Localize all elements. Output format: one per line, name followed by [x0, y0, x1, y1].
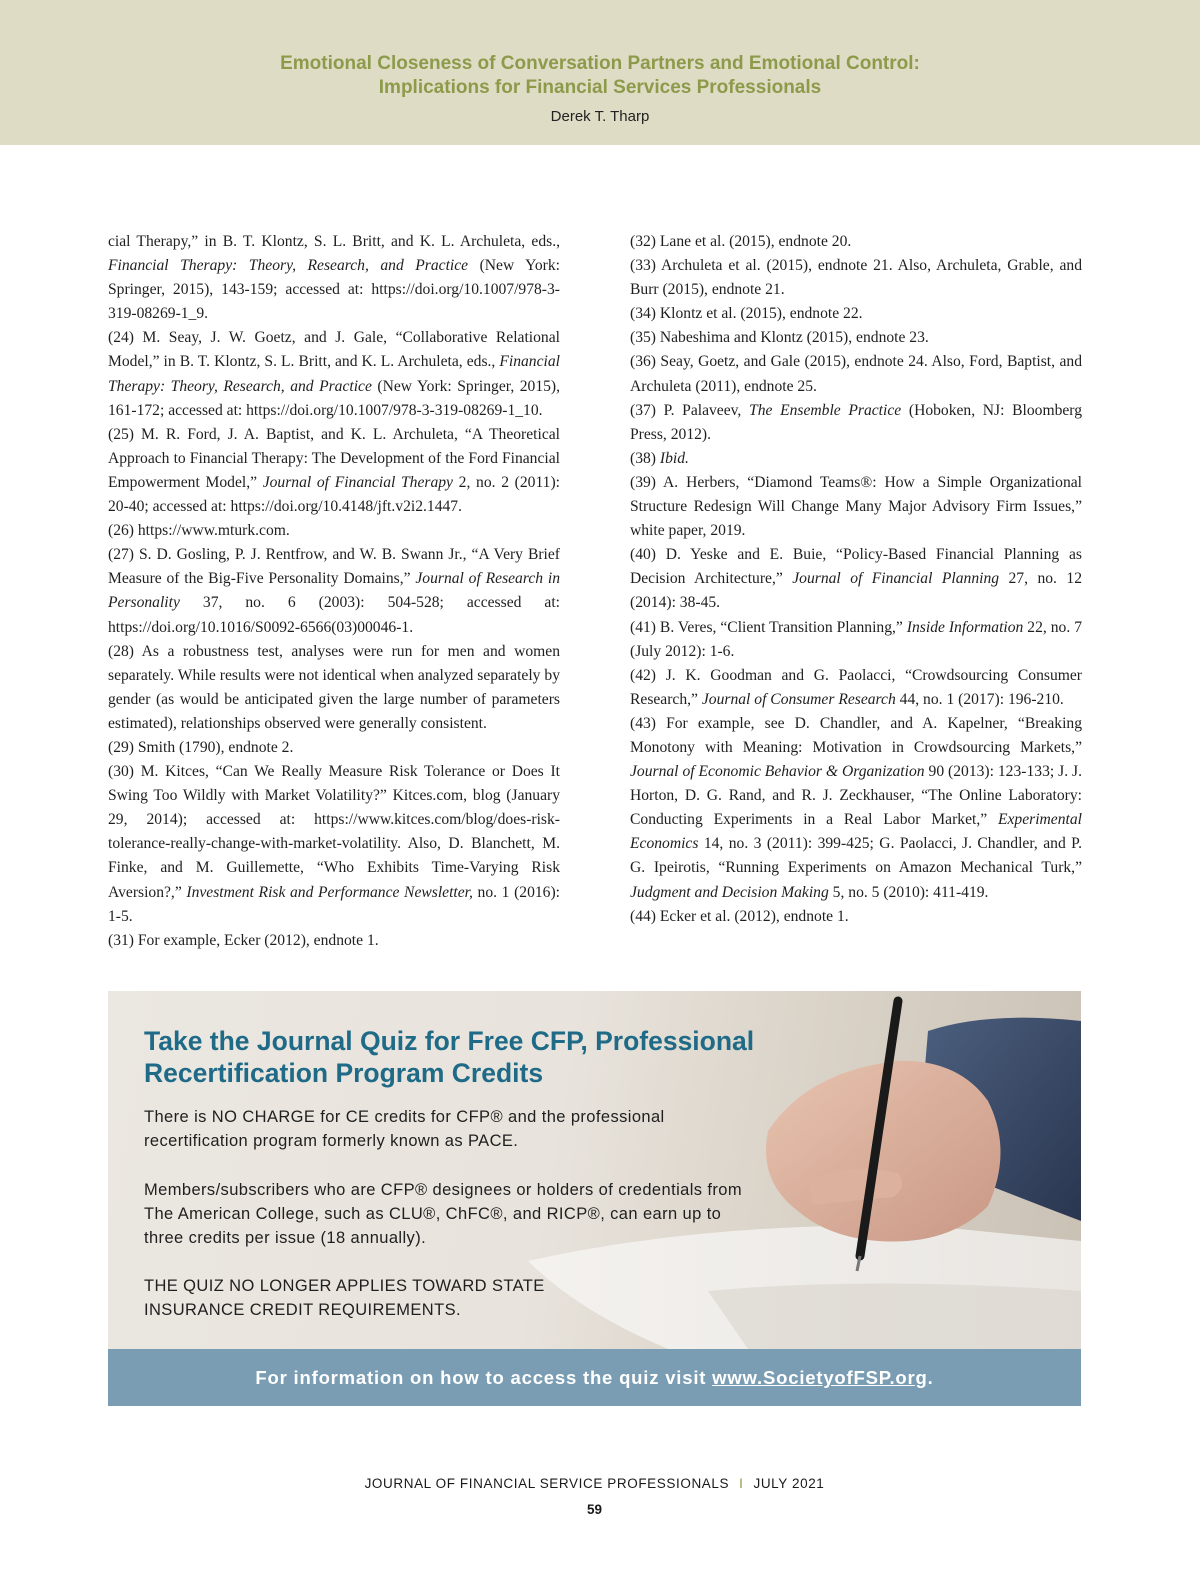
endnote-23-continued: cial Therapy,” in B. T. Klontz, S. L. Britt, and K. L. Archuleta, eds., Financial Therapy: Theory, Research, and Practice (New York: Springer, 2015), 143-159; accessed at: https://doi.org/10.1007/978-3-319-08269-1_9. — [108, 233, 560, 323]
article-title-line-1: Emotional Closeness of Conversation Partners and Emotional Control: — [280, 53, 920, 74]
paper-shadow — [708, 1284, 1081, 1350]
journal-footer — [0, 1476, 1189, 1491]
endnote-27: (27) S. D. Gosling, P. J. Rentfrow, and W. B. Swann Jr., “A Very Brief Measure of the Big-Five Personality Domains,” Journal of Research in Personality 37, no. 6 (2003): 504-528; accessed at: https://doi.org/10.1016/S0092-6566(03)00046-1. — [108, 546, 561, 636]
ad-paragraph-members: Members/subscribers who are CFP® designees or holders of credentials from The American College, such as CLU®, ChFC®, and RICP®, can earn up to three credits per issue (18 annually). — [144, 1181, 743, 1247]
ad-info-text: For information on how to access the quiz visit — [255, 1367, 713, 1388]
endnote-42: (42) J. K. Goodman and G. Paolacci, “Crowdsourcing Consumer Research,” Journal of Consumer Research 44, no. 1 (2017): 196-210. — [630, 666, 1082, 708]
endnote-28: (28) As a robustness test, analyses were run for men and women separately. While results were not identical when analyzed separately by gender (as would be anticipated given the large number of parameters estimated), relationships observed were generally consistent. — [108, 642, 560, 732]
running-header — [0, 0, 1200, 145]
endnote-30: (30) M. Kitces, “Can We Really Measure Risk Tolerance or Does It Swing Too Wildly with Market Volatility?” Kitces.com, blog (January 29, 2014); accessed at: https://www.kitces.com/blog/does-risk-tolerance-really-change-with-market-volatility. Also, D. Blanchett, M. Finke, and M. Guillemette, “Who Exhibits Time-Varying Risk Aversion?,” Investment Risk and Performance Newsletter, no. 1 (2016): 1-5. — [108, 763, 560, 925]
endnote-32: (32) Lane et al. (2015), endnote 20. — [630, 233, 852, 250]
ad-title — [144, 1025, 904, 1089]
ad-title-line-1: Take the Journal Quiz for Free CFP, Professional — [144, 1026, 755, 1056]
footer-separator: I — [739, 1476, 744, 1491]
ad-info-band — [108, 1349, 1081, 1406]
endnote-39: (39) A. Herbers, “Diamond Teams®: How a Simple Organizational Structure Redesign Will Change Many Major Advisory Firm Issues,” white paper, 2019. — [630, 473, 1082, 540]
society-website-link[interactable]: www.SocietyofFSP.org — [712, 1367, 928, 1388]
endnote-35: (35) Nabeshima and Klontz (2015), endnote 23. — [630, 329, 929, 347]
endnotes-left-column — [108, 230, 560, 953]
endnote-34: (34) Klontz et al. (2015), endnote 22. — [630, 305, 863, 323]
ad-title-line-2: Recertification Program Credits — [144, 1058, 544, 1088]
page-number: 59 — [586, 1502, 603, 1517]
ad-info-period: . — [927, 1367, 934, 1388]
article-title-line-2: Implications for Financial Services Professionals — [378, 77, 822, 98]
endnote-40: (40) D. Yeske and E. Buie, “Policy-Based Financial Planning as Decision Architecture,” Journal of Financial Planning 27, no. 12 (2014): 38-45. — [630, 546, 1082, 612]
endnotes-right-column — [630, 230, 1082, 929]
endnote-41: (41) B. Veres, “Client Transition Planning,” Inside Information 22, no. 7 (July 2012): 1-6. — [630, 618, 1082, 660]
endnote-33: (33) Archuleta et al. (2015), endnote 21. Also, Archuleta, Grable, and Burr (2015), endnote 21. — [630, 257, 1082, 299]
endnote-44: (44) Ecker et al. (2012), endnote 1. — [630, 907, 849, 925]
endnote-29: (29) Smith (1790), endnote 2. — [108, 738, 294, 756]
ad-paragraph-no-charge: There is NO CHARGE for CE credits for CFP® and the professional recertification program formerly known as PACE. — [144, 1108, 665, 1150]
endnote-37: (37) P. Palaveev, The Ensemble Practice (Hoboken, NJ: Bloomberg Press, 2012). — [630, 401, 1083, 443]
endnote-24: (24) M. Seay, J. W. Goetz, and J. Gale, “Collaborative Relational Model,” in B. T. Klontz, S. L. Britt, and K. L. Archuleta, eds., Financial Therapy: Theory, Research, and Practice (New York: Springer, 2015), 161-172; accessed at: https://doi.org/10.1007/978-3-319-08269-1_10. — [108, 329, 560, 419]
endnote-38: (38) Ibid. — [630, 449, 689, 467]
article-author: Derek T. Tharp — [550, 108, 650, 125]
endnote-43: (43) For example, see D. Chandler, and A. Kapelner, “Breaking Monotony with Meaning: Motivation in Crowdsourcing Markets,” Journal of Economic Behavior & Organization 90 (2013): 123-133; J. J. Horton, D. G. Rand, and R. J. Zeckhauser, “The Online Laboratory: Conducting Experiments in a Real Labor Market,” Experimental Economics 14, no. 3 (2011): 399-425; G. Paolacci, J. Chandler, and P. G. Ipeirotis, “Running Experiments on Amazon Mechanical Turk,” Judgment and Decision Making 5, no. 5 (2010): 411-419. — [630, 714, 1083, 901]
journal-quiz-ad — [108, 991, 1081, 1406]
endnote-31: (31) For example, Ecker (2012), endnote 1. — [108, 931, 379, 949]
endnote-36: (36) Seay, Goetz, and Gale (2015), endnote 24. Also, Ford, Baptist, and Archuleta (2011), endnote 25. — [630, 353, 1082, 395]
article-title — [0, 52, 1200, 100]
issue-date: JULY 2021 — [753, 1476, 825, 1491]
journal-name: JOURNAL OF FINANCIAL SERVICE PROFESSIONALS — [364, 1476, 730, 1491]
endnote-25: (25) M. R. Ford, J. A. Baptist, and K. L. Archuleta, “A Theoretical Approach to Financial Therapy: The Development of the Ford Financial Empowerment Model,” Journal of Financial Therapy 2, no. 2 (2011): 20-40; accessed at: https://doi.org/10.4148/jft.v2i2.1447. — [108, 425, 561, 516]
ad-paragraph-state-credit: THE QUIZ NO LONGER APPLIES TOWARD STATE INSURANCE CREDIT REQUIREMENTS. — [144, 1277, 545, 1319]
endnote-26: (26) https://www.mturk.com. — [108, 522, 290, 540]
